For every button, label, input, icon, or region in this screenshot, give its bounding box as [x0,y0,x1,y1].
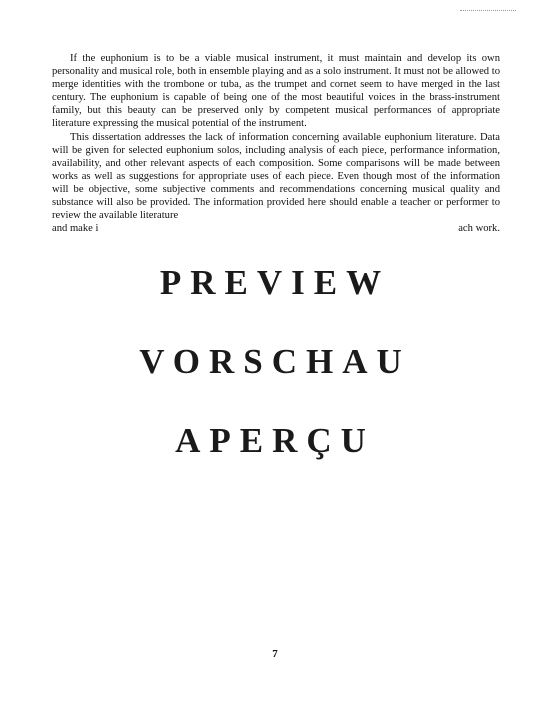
page-number: 7 [272,648,278,660]
paragraph-2: This dissertation addresses the lack of information concerning available euphonium literature. Data will be given for selected euphonium solos, including analysis of each piece, performance information, availability, and other relevant aspects of each composition. Some comparisons will be made between works as well as suggestions for appropriate uses of each piece. Even though most of the information will be objective, some subjective comments and recommendations concerning musical quality and substance will also be provided. The information provided here should enable a teacher or performer to review the available literature [52,131,500,222]
corner-mark [460,10,516,11]
watermark-vorschau: VORSCHAU [139,342,411,381]
last-line [52,222,500,235]
last-line-right: ach work. [458,223,500,235]
last-line-left: and make i [52,223,99,235]
body-text [52,52,500,235]
watermark-preview: PREVIEW [159,263,391,302]
paragraph-1: If the euphonium is to be a viable musical instrument, it must maintain and develop its own personality and musical role, both in ensemble playing and as a solo instrument. It must not be allowed to merge identities with the trombone or tuba, as the trumpet and cornet seem to have merged in the last century. The euphonium is capable of being one of the most beautiful voices in the brass-instrument family, but this beauty can be preserved only by competent musical performances of appropriate literature expressing the musical potential of the instrument. [52,53,500,130]
watermark-apercu: APERÇU [175,421,375,460]
